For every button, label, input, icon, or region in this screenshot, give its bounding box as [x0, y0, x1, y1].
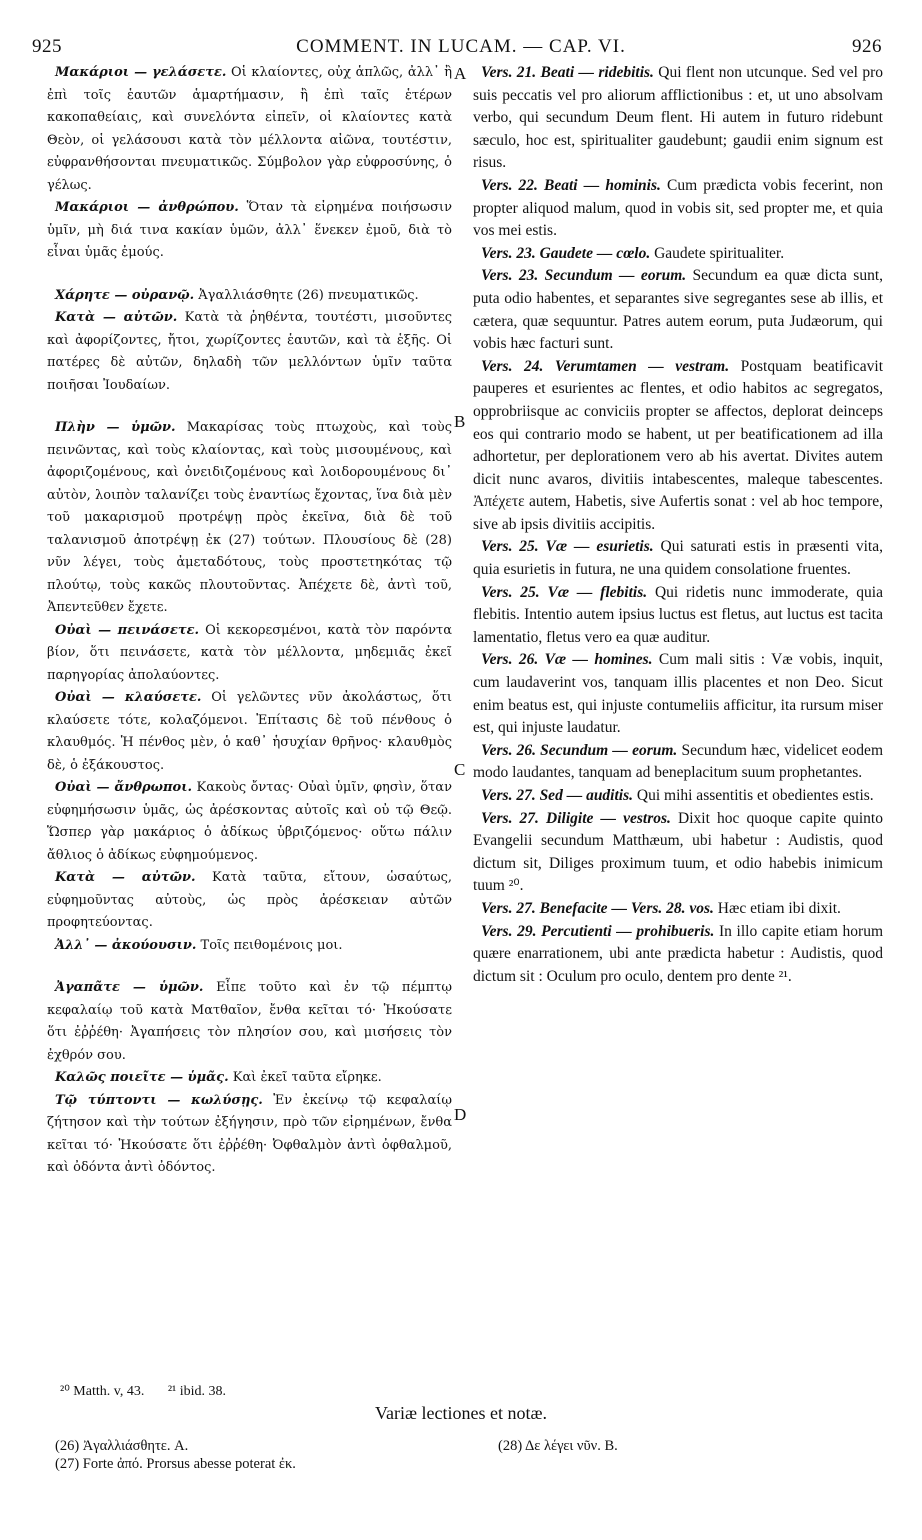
greek-paragraph	[47, 777, 452, 867]
lemma: Vers. 24. Verumtamen — vestram.	[481, 357, 730, 375]
lemma: Καλῶς ποιεῖτε — ὑμᾶς.	[55, 1070, 229, 1085]
lemma: Vers. 27. Sed — auditis.	[481, 787, 634, 804]
greek-paragraph	[47, 307, 452, 397]
lemma: Vers. 23. Gaudete — cœlo.	[481, 244, 651, 262]
lemma: Οὐαὶ — κλαύσετε.	[55, 690, 202, 705]
paragraph-text: Postquam beatificavit pauperes et esurientes ac flentes, et odio habitos ac segregatos, opprobriisque ac conviciis propter se affectos, deplorat deinceps eos qui contrario modo se habent, ut per beatificationem ad illa adhortetur, per deplorationem vero ab his avertat. Divites autem dicit nunc avaros, divitiis intabescentes, maleque tabescentes. Ἀπέχετε autem, Habetis, sive Aufertis sonat : vel ab hoc tempore, sive ab ipsis divitiis accipitis.	[473, 357, 883, 533]
variant-note: (28) Δε λέγει νῦν. B.	[498, 1438, 618, 1454]
paragraph-text: Οἱ γελῶντες νῦν ἀκολάστως, ὅτι κλαύσετε τότε, κολαζόμενοι. Ἐπίτασις δὲ τοῦ πένθους ὁ κλαυθμός. Ἡ πένθος μὲν, ὁ καθ᾽ ἡσυχίαν θρῆνος· κλαυθμὸς δὲ, ὁ ἐξάκουστος.	[47, 690, 452, 773]
greek-paragraph	[47, 867, 452, 935]
lemma: Οὐαὶ — ἄνθρωποι.	[55, 780, 193, 795]
lemma: Οὐαὶ — πεινάσετε.	[55, 622, 200, 638]
lemma: Κατὰ — αὐτῶν.	[55, 870, 196, 885]
lemma: Ἀγαπᾶτε — ὑμῶν.	[55, 980, 204, 995]
margin-marker-c: C	[454, 760, 466, 779]
latin-paragraph	[473, 740, 883, 785]
greek-paragraph	[47, 1090, 452, 1180]
lemma: Ἀλλ᾽ — ἀκούουσιν.	[55, 937, 197, 953]
paragraph-text: Secundum hæc, videlicet eodem modo laudantes, tanquam ad beneplacitum suum prophetantes.	[473, 741, 883, 782]
paragraph-text: Ἀγαλλιάσθητε (26) πνευματικῶς.	[194, 287, 419, 303]
latin-paragraph	[473, 785, 883, 808]
paragraph-text: Κακοὺς ὄντας· Οὐαὶ ὑμῖν, φησὶν, ὅταν εὐφημήσωσιν ὑμᾶς, ὡς ἀρέσκοντας αὐτοῖς καὶ οὐ τῷ Θεῷ. Ὥσπερ γὰρ μακάριος ὁ ἀδίκως ὑβριζόμενος· οὕτω πάλιν ἄθλιος ὁ ἀδίκως εὐφημούμενος.	[47, 780, 452, 863]
paragraph-text: Ὅταν τὰ εἰρημένα ποιήσωσιν ὑμῖν, μὴ διά τινα κακίαν ὑμῶν, ἀλλ᾽ ἕνεκεν ἐμοῦ, διὰ τὸ εἶναι ὑμᾶς ἐμούς.	[47, 200, 452, 260]
lemma: Vers. 27. Diligite — vestros.	[481, 809, 671, 827]
paragraph-text: Οἱ κεκορεσμένοι, κατὰ τὸν παρόντα βίον, ὅτι πεινάσετε, κατὰ τὸν μέλλοντα, μηδεμιᾶς ἐκεῖ παρηγορίας ἀπολαύοντες.	[47, 622, 452, 683]
variant-note: (27) Forte ἀπό. Prorsus abesse poterat ἐκ.	[55, 1456, 296, 1472]
page-number-left: 925	[32, 36, 62, 57]
paragraph-text: Τοῖς πειθομένοις μοι.	[196, 937, 343, 953]
lemma: Πλὴν — ὑμῶν.	[55, 420, 176, 435]
paragraph-text: Cum mali sitis : Væ vobis, inquit, cum laudaverint vos, tanquam illis placentes et non Deo. Sicut enim beatus est, qui injuste contumeliis afficitur, ita rursum miser est, qui injuste laudatur.	[473, 651, 883, 737]
paragraph-text: Εἶπε τοῦτο καὶ ἐν τῷ πέμπτῳ κεφαλαίῳ τοῦ κατὰ Ματθαῖον, ἔνθα κεῖται τό· Ἠκούσατε ὅτι ἐῤῥέθη· Ἀγαπήσεις τὸν πλησίον σου, καὶ μισήσεις τὸν ἐχθρόν σου.	[47, 980, 452, 1063]
paragraph-text: Dixit hoc quoque capite quinto Evangelii secundum Matthæum, ubi habetur : Audistis, quod dictum sit, Diliges proximum tuum, et odio habebis inimicum tuum ²⁰.	[473, 809, 883, 895]
paragraph-text: In illo capite etiam horum quære enarrationem, ubi ante prædicta habetur : Audistis, quod dictum sit : Oculum pro oculo, dentem pro dente ²¹.	[473, 922, 884, 985]
paragraph-text: Οἱ κλαίοντες, οὐχ ἁπλῶς, ἀλλ᾽ ἢ ἐπὶ τοῖς ἑαυτῶν ἁμαρτήμασιν, ἢ ἐπὶ ταῖς ἑτέρων κακοπαθείαις, καὶ συνελόντα εἰπεῖν, οἱ κλαίοντες κατὰ Θεὸν, οἱ γελάσουσι κατὰ τὸν μέλλοντα αἰῶνα, τουτέστιν, εὐφρανθήσονται πνευματικῶς. Σύμβολον γὰρ εὐφροσύνης, ὁ γέλως.	[47, 65, 452, 193]
page-header	[0, 36, 922, 62]
latin-paragraph	[473, 265, 883, 355]
lemma: Vers. 27. Benefacite — Vers. 28. vos.	[481, 899, 714, 917]
greek-paragraph	[47, 935, 452, 958]
paragraph-text: Qui mihi assentitis et obedientes estis.	[633, 787, 874, 804]
margin-marker-a: A	[454, 64, 467, 83]
greek-paragraph	[47, 620, 452, 688]
lemma: Vers. 21. Beati — ridebitis.	[481, 64, 654, 81]
variant-notes-left	[55, 1437, 475, 1473]
paragraph-text: Μακαρίσας τοὺς πτωχοὺς, καὶ τοὺς πεινῶντας, καὶ τοὺς κλαίοντας, καὶ τοὺς μισουμένους, καὶ ἀφοριζομένους, καὶ ὀνειδιζομένους καὶ λοιδορουμένους δι᾽ αὐτὸν, λοιπὸν ταλανίζει τοὺς ἐναντίως ἔχοντας, ἵνα διὰ μὲν τοῦ μακαρισμοῦ προτρέψῃ πρὸς ἐκεῖνα, διὰ δὲ τοῦ ταλανισμοῦ ἀποτρέψῃ ἐκ (27) τούτων. Πλουσίους δὲ (28) νῦν λέγει, τοὺς ἀμεταδότους, τοὺς προστετηκότας τῷ πλούτῳ, τοὺς κακῶς πλουτοῦντας. Ἀπέχετε δὲ, ἀντὶ τοῦ, Ἀπεντεῦθεν ἔχετε.	[47, 420, 452, 615]
paragraph-text: Κατὰ ταῦτα, εἴτουν, ὡσαύτως, εὐφημοῦντας αὐτοὺς, ὡς πρὸς ἀρέσκειαν αὐτῶν προφητεύοντας.	[47, 870, 452, 930]
variae-lectiones-heading: Variæ lectiones et notæ.	[375, 1403, 547, 1423]
paragraph-text: Gaudete spiritualiter.	[650, 244, 785, 262]
lemma: Vers. 25. Væ — esurietis.	[481, 538, 654, 556]
paragraph-text: Qui ridetis nunc immoderate, quia flebitis. Intentio autem ipsius luctus est fletus, aut luctus est tacita lamentatio, fletus vero ea quæ auditur.	[473, 583, 883, 646]
margin-marker-b: B	[454, 412, 466, 431]
latin-paragraph	[473, 649, 883, 739]
latin-paragraph	[473, 243, 883, 266]
greek-paragraph	[47, 417, 452, 620]
lemma: Χάρητε — οὐρανῷ.	[55, 287, 195, 303]
greek-paragraph	[47, 285, 452, 308]
greek-commentary-column	[47, 62, 452, 1180]
footnotes	[60, 1383, 480, 1400]
paragraph-text: Cum prædicta vobis fecerint, non propter aliquod malum, quod in vobis sit, sed propter me, et quia vos mei estis.	[473, 176, 883, 240]
lemma: Vers. 23. Secundum — eorum.	[481, 267, 687, 285]
footnote: ²¹ ibid. 38.	[167, 1384, 227, 1399]
paragraph-text: Secundum ea quæ dicta sunt, puta odio habentes, et separantes sive segregantes sese ab illis, et cætera, quæ sequuntur. Patres autem eorum, puta Judæorum, qui vobis hæc facturi sunt.	[473, 267, 883, 353]
greek-paragraph	[47, 197, 452, 265]
footnote: ²⁰ Matth. v, 43.	[60, 1384, 145, 1399]
latin-translation-column	[473, 62, 883, 988]
greek-paragraph	[47, 977, 452, 1067]
lemma: Vers. 26. Secundum — eorum.	[481, 741, 678, 759]
greek-paragraph	[47, 62, 452, 197]
lemma: Vers. 29. Percutienti — prohibueris.	[481, 922, 715, 940]
lemma: Μακάριοι — ἀνθρώπου.	[55, 200, 239, 215]
margin-marker-d: D	[454, 1105, 467, 1124]
paragraph-text: Qui saturati estis in præsenti vita, quia esurietis in futura, ne una quidem consolatione fruentes.	[473, 538, 883, 579]
paragraph-text: Ἐν ἐκείνῳ τῷ κεφαλαίῳ ζήτησον καὶ τὴν τούτων ἐξήγησιν, πρὸ τῶν εἰρημένων, ἔνθα κεῖται τό· Ἠκούσατε ὅτι ἐῤῥέθη· Ὀφθαλμὸν ἀντὶ ὀφθαλμοῦ, καὶ ὀδόντα ἀντὶ ὀδόντος.	[47, 1092, 452, 1175]
lemma: Vers. 26. Væ — homines.	[481, 651, 653, 669]
lemma: Κατὰ — αὐτῶν.	[55, 310, 178, 325]
latin-paragraph	[473, 175, 883, 243]
latin-paragraph	[473, 898, 883, 921]
lemma: Τῷ τύπτοντι — κωλύσῃς.	[55, 1092, 263, 1108]
latin-paragraph	[473, 536, 883, 581]
running-title: COMMENT. IN LUCAM. — CAP. VI.	[296, 36, 626, 57]
latin-paragraph	[473, 808, 883, 898]
paragraph-text: Κατὰ τὰ ῥηθέντα, τουτέστι, μισοῦντες καὶ ἀφορίζοντες, ἤτοι, χωρίζοντες ἑαυτῶν, καὶ τὰ ἑξῆς. Οἱ πατέρες δὲ αὐτῶν, δηλαδὴ τῶν μελλόντων ὑμῖν ταῦτα ποιῆσαι Ἰουδαίων.	[47, 310, 452, 393]
variant-notes-right	[498, 1437, 878, 1455]
latin-paragraph	[473, 62, 883, 175]
latin-paragraph	[473, 356, 883, 537]
latin-paragraph	[473, 921, 883, 989]
page-number-right: 926	[852, 36, 882, 57]
greek-paragraph	[47, 687, 452, 777]
paragraph-text: Καὶ ἐκεῖ ταῦτα εἴρηκε.	[228, 1070, 382, 1085]
paragraph-text: Qui flent non utcunque. Sed vel pro suis peccatis vel pro aliorum afflictionibus : et, ut uno absolvam verbo, qui secundum Deum flent. Hi autem in futuro ridebunt sæculo, hoc est, spiritualiter gaudebunt; gaudii enim signum est risus.	[473, 64, 883, 172]
paragraph-text: Hæc etiam ibi dixit.	[713, 899, 841, 917]
lemma: Vers. 22. Beati — hominis.	[481, 176, 661, 194]
lemma: Vers. 25. Væ — flebitis.	[481, 583, 648, 601]
latin-paragraph	[473, 582, 883, 650]
variant-note: (26) Ἀγαλλιάσθητε. A.	[55, 1438, 189, 1454]
lemma: Μακάριοι — γελάσετε.	[55, 65, 227, 80]
greek-paragraph	[47, 1067, 452, 1090]
